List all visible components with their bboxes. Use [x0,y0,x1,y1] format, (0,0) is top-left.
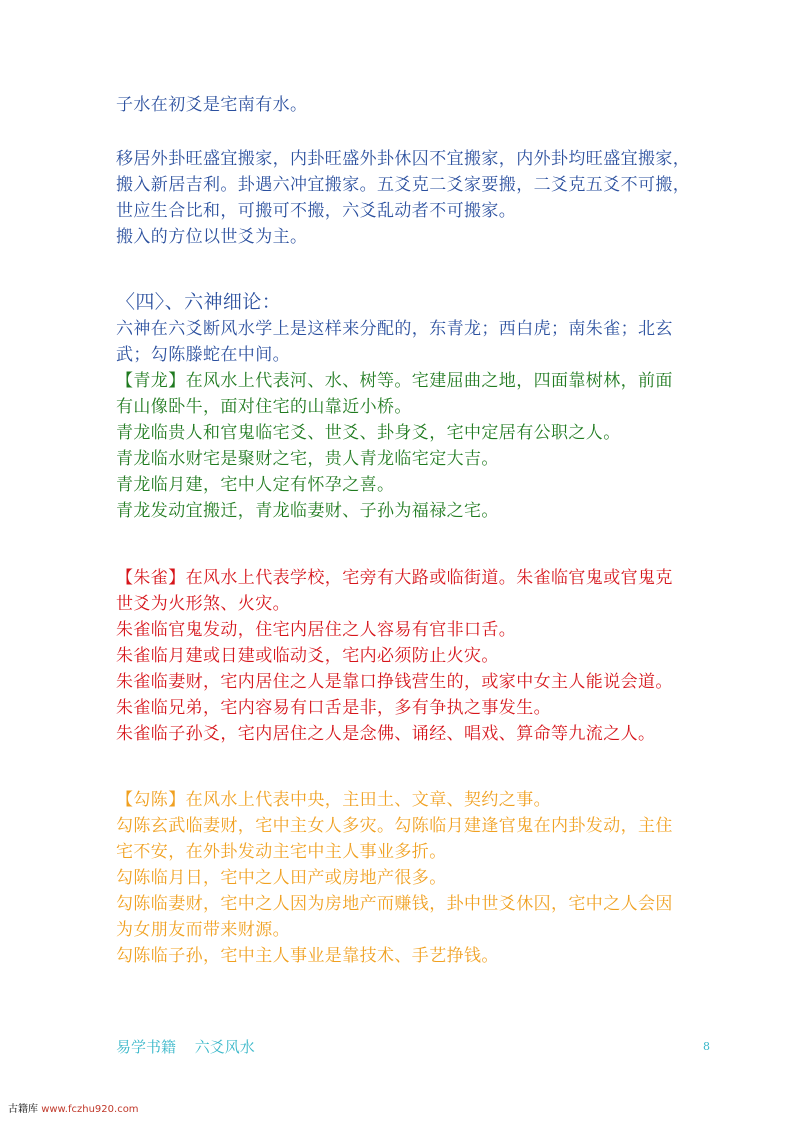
gouchen-paragraph [116,787,726,969]
moving-house-paragraph [116,146,726,250]
page-footer [116,1036,269,1057]
text-line: 朱雀临官鬼发动，住宅内居住之人容易有官非口舌。 [116,620,517,640]
footer-title: 六爻风水 [194,1038,255,1056]
text-line: 【青龙】在风水上代表河、水、树等。宅建屈曲之地，四面靠树林，前面 [116,371,673,391]
text-line: 宅不安，在外卦发动主宅中主人事业多折。 [116,842,447,862]
text-line: 【朱雀】在风水上代表学校，宅旁有大路或临街道。朱雀临官鬼或官鬼克 [116,568,673,588]
watermark-site-name: 古籍库 [8,1104,38,1115]
text-line: 为女朋友而带来财源。 [116,920,290,940]
text-line: 搬入的方位以世爻为主。 [116,227,308,247]
text-line: 朱雀临子孙爻，宅内居住之人是念佛、诵经、唱戏、算命等九流之人。 [116,724,656,744]
text-line: 青龙临水财宅是聚财之宅，贵人青龙临宅定大吉。 [116,449,499,469]
intro-paragraph [116,92,726,118]
text-line: 搬入新居吉利。卦遇六冲宜搬家。五爻克二爻家要搬，二爻克五爻不可搬， [116,175,691,195]
zhuque-paragraph [116,565,726,747]
qinglong-paragraph [116,368,726,524]
text-line: 勾陈临妻财，宅中之人因为房地产而赚钱，卦中世爻休囚，宅中之人会因 [116,894,673,914]
text-line: 勾陈临子孙，宅中主人事业是靠技术、手艺挣钱。 [116,946,499,966]
text-line: 青龙临贵人和官鬼临宅爻、世爻、卦身爻，宅中定居有公职之人。 [116,423,621,443]
text-line: 武；勾陈滕蛇在中间。 [116,345,290,365]
six-gods-section [116,288,726,368]
text-line: 子水在初爻是宅南有水。 [116,95,308,115]
section-heading: 〈四〉、六神细论： [116,291,282,313]
text-line: 青龙临月建，宅中人定有怀孕之喜。 [116,475,395,495]
text-line: 朱雀临妻财，宅内居住之人是靠口挣钱营生的，或家中女主人能说会道。 [116,672,673,692]
text-line: 移居外卦旺盛宜搬家，内卦旺盛外卦休囚不宜搬家，内外卦均旺盛宜搬家， [116,149,691,169]
text-line: 朱雀临月建或日建或临动爻，宅内必须防止火灾。 [116,646,499,666]
text-line: 勾陈玄武临妻财，宅中主女人多灾。勾陈临月建逢官鬼在内卦发动，主住 [116,816,673,836]
footer-book-label: 易学书籍 [116,1038,177,1056]
site-watermark [8,1100,139,1115]
text-line: 青龙发动宜搬迁，青龙临妻财、子孙为福禄之宅。 [116,501,499,521]
text-line: 世应生合比和，可搬可不搬，六爻乱动者不可搬家。 [116,201,517,221]
text-line: 有山像卧牛，面对住宅的山靠近小桥。 [116,397,412,417]
text-line: 【勾陈】在风水上代表中央，主田土、文章、契约之事。 [116,790,551,810]
text-line: 六神在六爻断风水学上是这样来分配的，东青龙；西白虎；南朱雀；北玄 [116,319,673,339]
watermark-url[interactable]: www.fczhu920.com [41,1104,139,1115]
page-number: 8 [703,1040,710,1053]
text-line: 朱雀临兄弟，宅内容易有口舌是非，多有争执之事发生。 [116,698,551,718]
text-line: 勾陈临月日，宅中之人田产或房地产很多。 [116,868,447,888]
text-line: 世爻为火形煞、火灾。 [116,594,290,614]
